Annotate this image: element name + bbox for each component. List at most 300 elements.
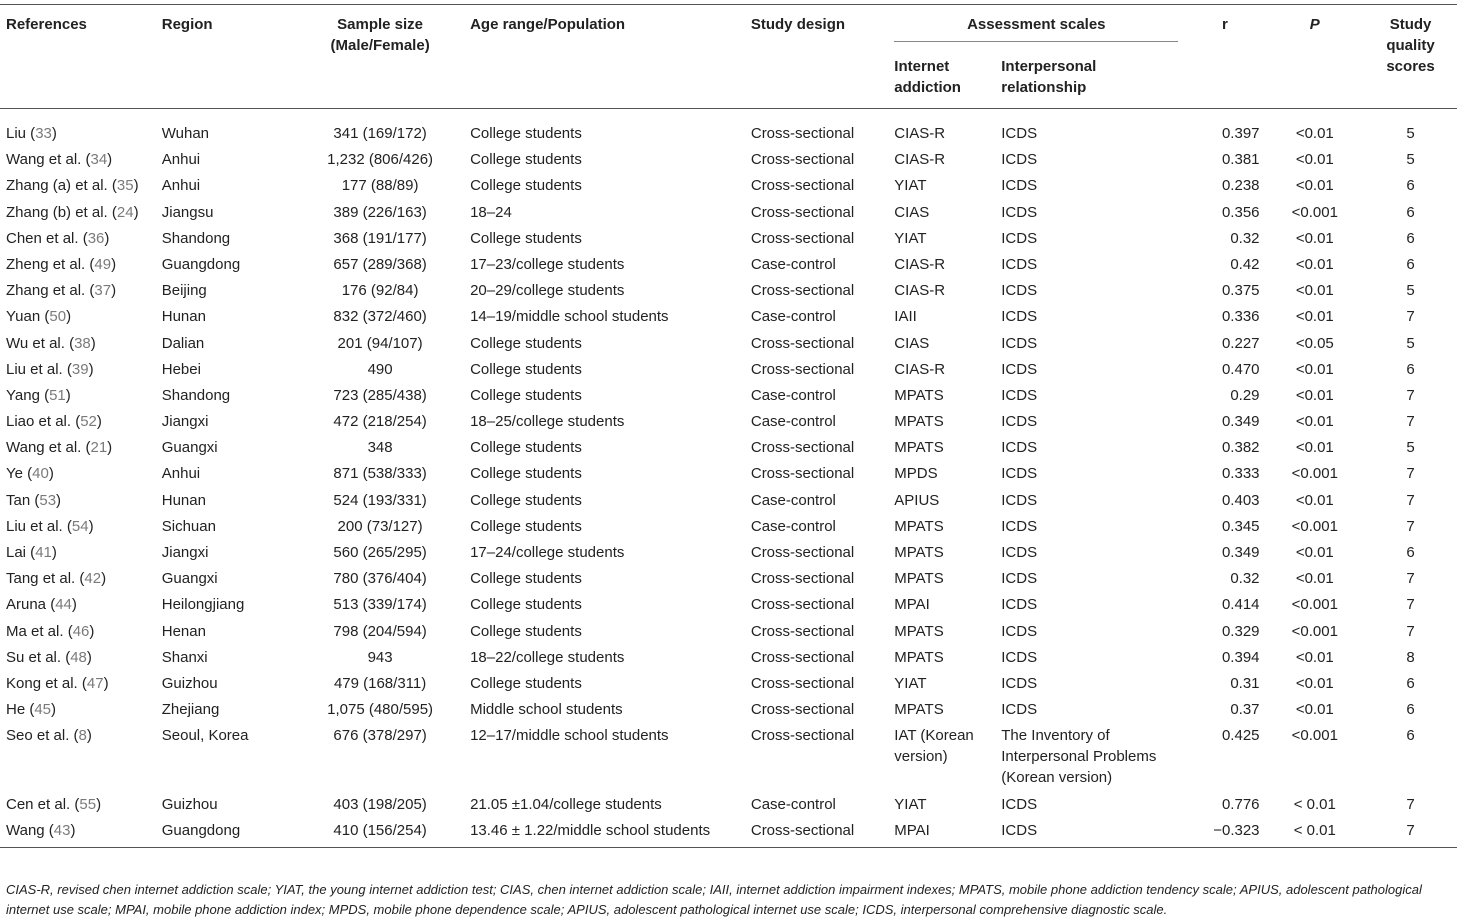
cell-r: 0.382 <box>1221 439 1260 457</box>
studies-table <box>0 4 1457 848</box>
cell-sample: 560 (265/295) <box>333 544 427 561</box>
cell-ia: MPATS <box>894 622 944 640</box>
cell-p: <0.01 <box>1295 544 1334 561</box>
cell-design: Cross-sectional <box>750 282 855 300</box>
table-row <box>0 618 1457 644</box>
cell-q: 5 <box>1406 334 1415 352</box>
cell-age: College students <box>470 439 582 457</box>
reference-author: Su et al. ( <box>6 648 71 666</box>
reference-link[interactable]: 43 <box>53 821 71 839</box>
cell-design: Cross-sectional <box>750 701 855 719</box>
reference-link[interactable]: 38 <box>74 334 91 352</box>
reference-author: Wang et al. ( <box>6 151 91 169</box>
cell-region: Anhui <box>161 151 201 169</box>
cell-ir: ICDS <box>1001 674 1038 692</box>
cell-q: 6 <box>1406 360 1415 378</box>
cell-design: Cross-sectional <box>745 817 888 847</box>
cell-region: Heilongjiang <box>161 596 245 614</box>
reference-author: Wang ( <box>6 821 54 839</box>
reference-author: Chen et al. ( <box>6 229 88 247</box>
cell-p: <0.001 <box>1291 622 1338 640</box>
header-region: Region <box>161 16 213 33</box>
cell-r: 0.32 <box>1230 229 1260 247</box>
reference-close: ) <box>107 439 113 457</box>
cell-sample: 177 (88/89) <box>341 177 419 195</box>
cell-ir: ICDS <box>1001 151 1038 169</box>
cell-p: < 0.01 <box>1293 795 1336 813</box>
reference-link[interactable]: 53 <box>39 491 57 509</box>
cell-reference <box>0 539 156 565</box>
reference-close: ) <box>51 125 57 142</box>
table-row <box>0 278 1457 304</box>
cell-age: College students <box>470 151 582 169</box>
table-row <box>0 330 1457 356</box>
cell-design: Cross-sectional <box>750 203 855 221</box>
cell-ir: ICDS <box>1001 203 1038 221</box>
table-row <box>0 225 1457 251</box>
cell-age: 17–23/college students <box>470 255 625 273</box>
cell-sample: 1,075 (480/595) <box>327 701 434 719</box>
reference-link[interactable]: 52 <box>80 413 97 431</box>
cell-ia: MPATS <box>894 701 944 719</box>
cell-reference <box>0 817 156 847</box>
reference-author: Seo et al. ( <box>6 727 79 745</box>
cell-r: 0.333 <box>1221 465 1260 483</box>
reference-link[interactable]: 50 <box>49 308 67 326</box>
reference-author: Liu et al. ( <box>6 517 72 535</box>
cell-q: 7 <box>1406 622 1415 640</box>
cell-region: Jiangsu <box>161 203 214 221</box>
cell-ir: ICDS <box>1001 491 1038 509</box>
table-row <box>0 461 1457 487</box>
cell-q: 7 <box>1406 465 1415 483</box>
header-internet-addiction: Internet addiction <box>894 58 961 96</box>
reference-link[interactable]: 54 <box>71 517 89 535</box>
cell-r: 0.403 <box>1221 491 1260 509</box>
cell-design: Cross-sectional <box>750 674 855 692</box>
cell-ia: YIAT <box>894 229 927 247</box>
cell-ia: MPDS <box>894 465 938 483</box>
cell-reference <box>0 697 156 723</box>
reference-author: Wang et al. ( <box>6 439 91 457</box>
reference-close: ) <box>70 821 76 839</box>
reference-author: Zhang (b) et al. ( <box>6 203 117 221</box>
cell-r: 0.397 <box>1221 125 1260 142</box>
cell-reference <box>0 109 156 147</box>
cell-q: 7 <box>1406 570 1415 588</box>
reference-link[interactable]: 51 <box>49 386 66 404</box>
reference-link[interactable]: 44 <box>55 596 72 614</box>
reference-close: ) <box>89 622 95 640</box>
cell-region: Beijing <box>161 282 207 300</box>
cell-ia: MPATS <box>894 517 944 535</box>
cell-ia: MPATS <box>894 570 944 588</box>
cell-region: Zhejiang <box>161 701 220 719</box>
reference-link[interactable]: 55 <box>79 795 97 813</box>
cell-region: Shandong <box>161 386 231 404</box>
cell-age: 18–22/college students <box>470 648 625 666</box>
reference-link[interactable]: 39 <box>71 360 89 378</box>
cell-sample: 368 (191/177) <box>333 229 427 247</box>
header-r: r <box>1222 16 1228 33</box>
cell-q: 6 <box>1406 255 1415 273</box>
cell-age: College students <box>470 596 582 614</box>
cell-q: 5 <box>1406 439 1415 457</box>
cell-design: Cross-sectional <box>750 125 855 142</box>
cell-reference <box>0 356 156 382</box>
cell-region: Guangxi <box>161 439 218 457</box>
table-row <box>0 644 1457 670</box>
table-row <box>0 539 1457 565</box>
table-row <box>0 408 1457 434</box>
reference-link[interactable]: 40 <box>32 465 49 483</box>
reference-close: ) <box>71 596 77 614</box>
cell-p: <0.01 <box>1295 570 1334 588</box>
reference-author: Tan ( <box>6 491 40 509</box>
cell-design: Cross-sectional <box>750 177 855 195</box>
cell-design: Cross-sectional <box>750 570 855 588</box>
cell-q: 6 <box>1406 203 1415 221</box>
cell-design: Cross-sectional <box>750 727 855 745</box>
cell-sample: 657 (289/368) <box>333 255 427 273</box>
header-assessment-scales <box>888 5 1184 49</box>
table-row <box>0 566 1457 592</box>
reference-close: ) <box>96 795 102 813</box>
reference-close: ) <box>111 255 117 273</box>
cell-ia: MPATS <box>894 648 944 666</box>
cell-ia: APIUS <box>894 491 940 509</box>
cell-p: <0.05 <box>1295 334 1334 352</box>
reference-link[interactable]: 34 <box>90 151 108 169</box>
cell-ir: ICDS <box>1001 386 1038 404</box>
reference-close: ) <box>51 701 57 719</box>
reference-link[interactable]: 41 <box>35 544 52 561</box>
cell-ia: MPATS <box>894 439 944 457</box>
cell-r: 0.37 <box>1230 701 1260 719</box>
cell-ia: MPATS <box>894 544 944 561</box>
reference-author: Yang ( <box>6 386 50 404</box>
reference-close: ) <box>96 413 102 431</box>
cell-age: College students <box>470 386 582 404</box>
cell-age: College students <box>470 334 582 352</box>
cell-age: 20–29/college students <box>470 282 625 300</box>
cell-r: 0.356 <box>1221 203 1260 221</box>
cell-ir: ICDS <box>1001 229 1038 247</box>
cell-age: College students <box>470 465 582 483</box>
cell-ia: CIAS-R <box>894 360 946 378</box>
cell-design: Cross-sectional <box>750 229 855 247</box>
cell-ia: IAT (Korean version) <box>894 727 974 766</box>
reference-author: Ye ( <box>6 465 33 483</box>
cell-q: 6 <box>1406 177 1415 195</box>
cell-sample: 513 (339/174) <box>333 596 427 614</box>
header-p: P <box>1309 16 1320 33</box>
cell-design: Case-control <box>750 386 836 404</box>
cell-reference <box>0 670 156 696</box>
cell-ia: IAII <box>894 308 917 326</box>
cell-age: 17–24/college students <box>470 544 625 561</box>
cell-region: Anhui <box>161 465 201 483</box>
reference-close: ) <box>88 517 94 535</box>
reference-link[interactable]: 8 <box>78 727 87 745</box>
cell-q: 5 <box>1406 282 1415 300</box>
cell-ir: ICDS <box>1001 308 1038 326</box>
cell-sample: 943 <box>367 648 393 666</box>
cell-p: <0.001 <box>1291 727 1338 745</box>
header-age: Age range/Population <box>470 16 626 33</box>
cell-ir: ICDS <box>1001 255 1038 273</box>
reference-link[interactable]: 33 <box>35 125 52 142</box>
reference-author: Ma et al. ( <box>6 622 73 640</box>
cell-reference <box>0 147 156 173</box>
cell-sample: 871 (538/333) <box>333 465 427 483</box>
table-row <box>0 356 1457 382</box>
cell-age: College students <box>470 177 582 195</box>
cell-p: <0.001 <box>1291 596 1338 614</box>
cell-q: 7 <box>1406 308 1415 326</box>
cell-q: 5 <box>1406 151 1415 169</box>
cell-r: 0.425 <box>1221 727 1260 745</box>
cell-q: 7 <box>1406 413 1415 431</box>
cell-p: <0.01 <box>1295 701 1334 719</box>
cell-p: <0.01 <box>1295 386 1334 404</box>
reference-close: ) <box>133 203 139 221</box>
cell-r: 0.29 <box>1230 386 1260 404</box>
table-row <box>0 147 1457 173</box>
cell-r: 0.375 <box>1221 282 1260 300</box>
cell-region: Sichuan <box>161 517 216 535</box>
cell-age: 21.05 ±1.04/college students <box>470 795 662 813</box>
cell-p: <0.001 <box>1291 517 1338 535</box>
cell-design: Cross-sectional <box>750 439 855 457</box>
table-row <box>0 670 1457 696</box>
cell-age: College students <box>470 570 582 588</box>
cell-r: 0.227 <box>1221 334 1260 352</box>
reference-link[interactable]: 21 <box>90 439 108 457</box>
cell-sample: 472 (218/254) <box>333 413 427 431</box>
cell-p: <0.01 <box>1295 151 1334 169</box>
cell-ia: YIAT <box>894 177 927 195</box>
table-row <box>0 817 1457 847</box>
reference-link[interactable]: 45 <box>34 701 52 719</box>
reference-author: He ( <box>6 701 35 719</box>
cell-region: Jiangxi <box>161 544 209 561</box>
reference-author: Kong et al. ( <box>6 674 87 692</box>
reference-author: Cen et al. ( <box>6 795 80 813</box>
cell-design: Cross-sectional <box>750 596 855 614</box>
cell-reference <box>0 304 156 330</box>
cell-ia: CIAS-R <box>894 151 946 169</box>
cell-age: College students <box>470 125 582 142</box>
table-row <box>0 382 1457 408</box>
cell-age: 14–19/middle school students <box>470 308 669 326</box>
header-references: References <box>6 16 87 33</box>
cell-r: 0.349 <box>1221 413 1260 431</box>
reference-close: ) <box>90 334 96 352</box>
cell-design: Cross-sectional <box>750 360 855 378</box>
reference-close: ) <box>101 570 107 588</box>
cell-sample: 341 (169/172) <box>333 125 427 142</box>
cell-p: < 0.01 <box>1266 817 1365 847</box>
cell-q: 6 <box>1406 544 1415 561</box>
header-sample-size: Sample size (Male/Female) <box>330 16 430 54</box>
reference-author: Zheng et al. ( <box>6 255 95 273</box>
cell-age: 18–25/college students <box>470 413 625 431</box>
reference-link[interactable]: 49 <box>94 255 112 273</box>
reference-link[interactable]: 37 <box>94 282 112 300</box>
cell-reference <box>0 382 156 408</box>
cell-ir: ICDS <box>1001 177 1038 195</box>
cell-ia: MPAI <box>888 817 995 847</box>
cell-q: 7 <box>1406 491 1415 509</box>
cell-age: College students <box>470 360 582 378</box>
table-row <box>0 435 1457 461</box>
cell-reference <box>0 644 156 670</box>
cell-p: <0.01 <box>1295 674 1334 692</box>
cell-r: 0.238 <box>1221 177 1260 195</box>
reference-close: ) <box>104 229 110 247</box>
cell-ia: CIAS-R <box>894 125 946 142</box>
cell-ia: CIAS <box>894 203 930 221</box>
cell-reference <box>0 251 156 277</box>
cell-sample: 780 (376/404) <box>333 570 427 588</box>
cell-region: Guangxi <box>161 570 218 588</box>
cell-age: College students <box>470 491 582 509</box>
cell-region: Anhui <box>161 177 201 195</box>
cell-ia: CIAS <box>894 334 930 352</box>
reference-link[interactable]: 48 <box>70 648 87 666</box>
cell-ir: ICDS <box>1001 413 1038 431</box>
cell-reference <box>0 791 156 817</box>
cell-age: Middle school students <box>470 701 623 719</box>
reference-link[interactable]: 35 <box>116 177 134 195</box>
cell-region: Guizhou <box>161 795 218 813</box>
cell-p: <0.01 <box>1295 229 1334 247</box>
cell-reference <box>0 330 156 356</box>
reference-link[interactable]: 24 <box>116 203 134 221</box>
cell-ir: ICDS <box>1001 282 1038 300</box>
reference-close: ) <box>51 544 57 561</box>
table-row <box>0 251 1457 277</box>
cell-age: 18–24 <box>470 203 512 221</box>
cell-q: 6 <box>1406 727 1415 745</box>
cell-sample: 490 <box>367 360 393 378</box>
cell-q: 7 <box>1406 517 1415 535</box>
cell-ir: ICDS <box>1001 596 1038 614</box>
table-row <box>0 304 1457 330</box>
cell-r: 0.414 <box>1221 596 1260 614</box>
cell-design: Cross-sectional <box>750 465 855 483</box>
cell-reference <box>0 173 156 199</box>
cell-design: Cross-sectional <box>750 151 855 169</box>
cell-reference <box>0 408 156 434</box>
cell-sample: 410 (156/254) <box>296 817 464 847</box>
cell-r: 0.349 <box>1221 544 1260 561</box>
cell-ir: ICDS <box>1001 648 1038 666</box>
cell-design: Case-control <box>750 308 836 326</box>
cell-ir: ICDS <box>1001 544 1038 561</box>
cell-sample: 176 (92/84) <box>341 282 419 300</box>
header-quality: Study quality scores <box>1386 16 1435 75</box>
cell-region: Jiangxi <box>161 413 209 431</box>
reference-link[interactable]: 36 <box>87 229 105 247</box>
cell-r: 0.470 <box>1221 360 1260 378</box>
cell-q: 7 <box>1364 817 1457 847</box>
reference-link[interactable]: 47 <box>86 674 104 692</box>
cell-r: 0.32 <box>1230 570 1260 588</box>
reference-close: ) <box>66 308 72 326</box>
cell-sample: 348 <box>367 439 393 457</box>
table-body <box>0 109 1457 848</box>
cell-r: 0.394 <box>1221 648 1260 666</box>
cell-region: Wuhan <box>161 125 210 142</box>
table-row <box>0 723 1457 791</box>
reference-close: ) <box>103 674 109 692</box>
cell-ir: The Inventory of Interpersonal Problems (Korean version) <box>1001 727 1157 787</box>
cell-design: Case-control <box>750 795 836 813</box>
cell-reference <box>0 487 156 513</box>
cell-region: Guangdong <box>156 817 296 847</box>
cell-q: 6 <box>1406 674 1415 692</box>
reference-close: ) <box>107 151 113 169</box>
cell-design: Cross-sectional <box>750 622 855 640</box>
footnote: CIAS-R, revised chen internet addiction scale; YIAT, the young internet addiction test; CIAS, chen internet addiction scale; IAII, internet addiction impairment indexes; MPATS, mobile phone addiction tendency scale; APIUS, adolescent pathological internet use scale; MPAI, mobile phone addiction index; MPDS, mobile phone dependence scale; APIUS, adolescent pathological internet use scale; ICDS, interpersonal comprehensive diagnostic scale. <box>6 882 1422 917</box>
table-row <box>0 791 1457 817</box>
table-row <box>0 487 1457 513</box>
cell-p: <0.001 <box>1291 465 1338 483</box>
cell-reference <box>0 225 156 251</box>
cell-r: 0.776 <box>1221 795 1260 813</box>
cell-design: Case-control <box>750 517 836 535</box>
cell-ir: ICDS <box>1001 334 1038 352</box>
table-row <box>0 199 1457 225</box>
cell-sample: 832 (372/460) <box>333 308 427 326</box>
header-interpersonal: Interpersonal relationship <box>1001 58 1097 96</box>
header-assessment-scales-label: Assessment scales <box>894 14 1178 42</box>
cell-ia: MPATS <box>894 413 944 431</box>
cell-age: College students <box>470 622 582 640</box>
reference-author: Liu ( <box>6 125 36 142</box>
cell-region: Hebei <box>161 360 201 378</box>
cell-design: Cross-sectional <box>750 334 855 352</box>
cell-design: Case-control <box>750 255 836 273</box>
table-row <box>0 592 1457 618</box>
reference-close: ) <box>56 491 62 509</box>
reference-author: Yuan ( <box>6 308 50 326</box>
cell-region: Shandong <box>161 229 231 247</box>
cell-reference <box>0 435 156 461</box>
cell-ia: MPATS <box>894 386 944 404</box>
cell-q: 6 <box>1406 229 1415 247</box>
reference-close: ) <box>86 727 92 745</box>
cell-reference <box>0 723 156 791</box>
cell-sample: 389 (226/163) <box>333 203 427 221</box>
table-row <box>0 109 1457 147</box>
cell-ir: ICDS <box>1001 439 1038 457</box>
cell-sample: 798 (204/594) <box>333 622 427 640</box>
cell-reference <box>0 513 156 539</box>
cell-region: Dalian <box>161 334 205 352</box>
reference-link[interactable]: 46 <box>72 622 90 640</box>
reference-author: Liu et al. ( <box>6 360 72 378</box>
cell-region: Hunan <box>161 308 206 326</box>
table-row <box>0 513 1457 539</box>
cell-region: Guizhou <box>161 674 218 692</box>
reference-link[interactable]: 42 <box>84 570 102 588</box>
cell-design: Cross-sectional <box>750 648 855 666</box>
cell-p: <0.01 <box>1295 413 1334 431</box>
cell-reference <box>0 566 156 592</box>
